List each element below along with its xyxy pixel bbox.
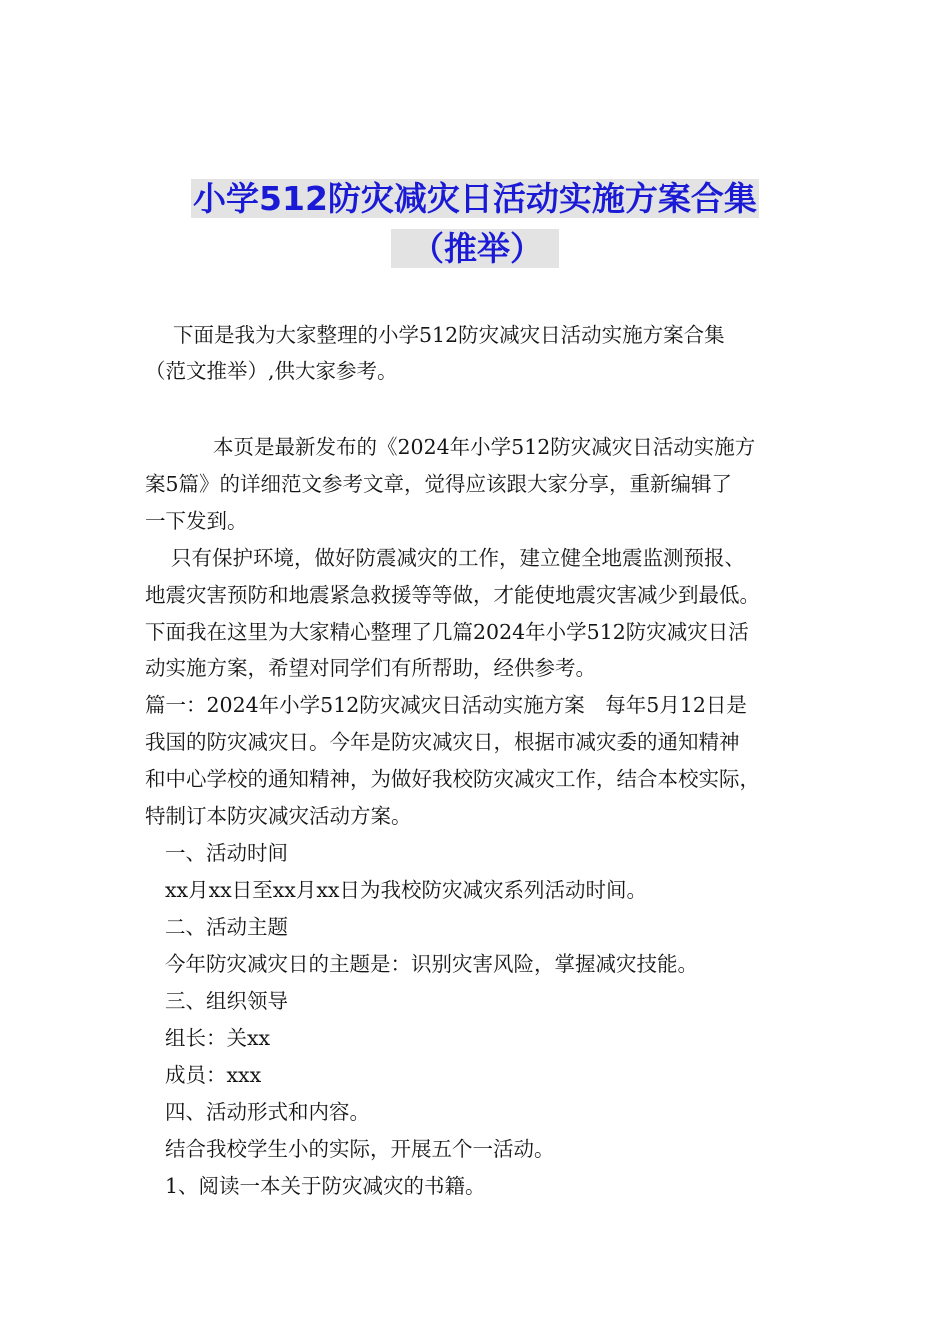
paragraph-line: 特制订本防灾减灾活动方案。 <box>145 804 412 828</box>
paragraph-line: 今年防灾减灾日的主题是：识别灾害风险，掌握减灾技能。 <box>165 952 698 976</box>
title-text-2: （推举） <box>391 229 559 268</box>
section-heading: 四、活动形式和内容。 <box>165 1100 370 1124</box>
paragraph-line: 动实施方案，希望对同学们有所帮助，经供参考。 <box>145 656 596 680</box>
paragraph-line: 本页是最新发布的《2024年小学512防灾减灾日活动实施方 <box>213 435 756 459</box>
paragraph-line: 地震灾害预防和地震紧急救援等等做，才能使地震灾害减少到最低。 <box>145 583 760 607</box>
paragraph-line: 组长：关xx <box>165 1026 271 1050</box>
paragraph-line: （范文推举）,供大家参考。 <box>145 359 398 383</box>
paragraph-line: 一下发到。 <box>145 509 248 533</box>
document-title-line1 <box>0 177 950 221</box>
paragraph-line: 篇一：2024年小学512防灾减灾日活动实施方案 每年5月12日是 <box>145 693 747 717</box>
paragraph-line: xx月xx日至xx月xx日为我校防灾减灾系列活动时间。 <box>165 878 647 902</box>
paragraph-line: 成员：xxx <box>165 1063 262 1087</box>
paragraph-line: 只有保护环境，做好防震减灾的工作，建立健全地震监测预报、 <box>171 546 745 570</box>
paragraph-line: 我国的防灾减灾日。今年是防灾减灾日，根据市减灾委的通知精神 <box>145 730 740 754</box>
document-title-line2 <box>0 227 950 271</box>
section-heading: 二、活动主题 <box>165 915 288 939</box>
section-heading: 一、活动时间 <box>165 841 288 865</box>
list-item: 1、阅读一本关于防灾减灾的书籍。 <box>165 1174 486 1198</box>
title-text-1: 小学512防灾减灾日活动实施方案合集 <box>193 179 757 218</box>
paragraph-line: 下面我在这里为大家精心整理了几篇2024年小学512防灾减灾日活 <box>145 620 749 644</box>
paragraph-line: 和中心学校的通知精神，为做好我校防灾减灾工作，结合本校实际， <box>145 767 760 791</box>
paragraph-line: 案5篇》的详细范文参考文章，觉得应该跟大家分享，重新编辑了 <box>145 472 733 496</box>
paragraph-line: 下面是我为大家整理的小学512防灾减灾日活动实施方案合集 <box>173 323 725 347</box>
paragraph-line: 结合我校学生小的实际，开展五个一活动。 <box>165 1137 555 1161</box>
section-heading: 三、组织领导 <box>165 989 288 1013</box>
